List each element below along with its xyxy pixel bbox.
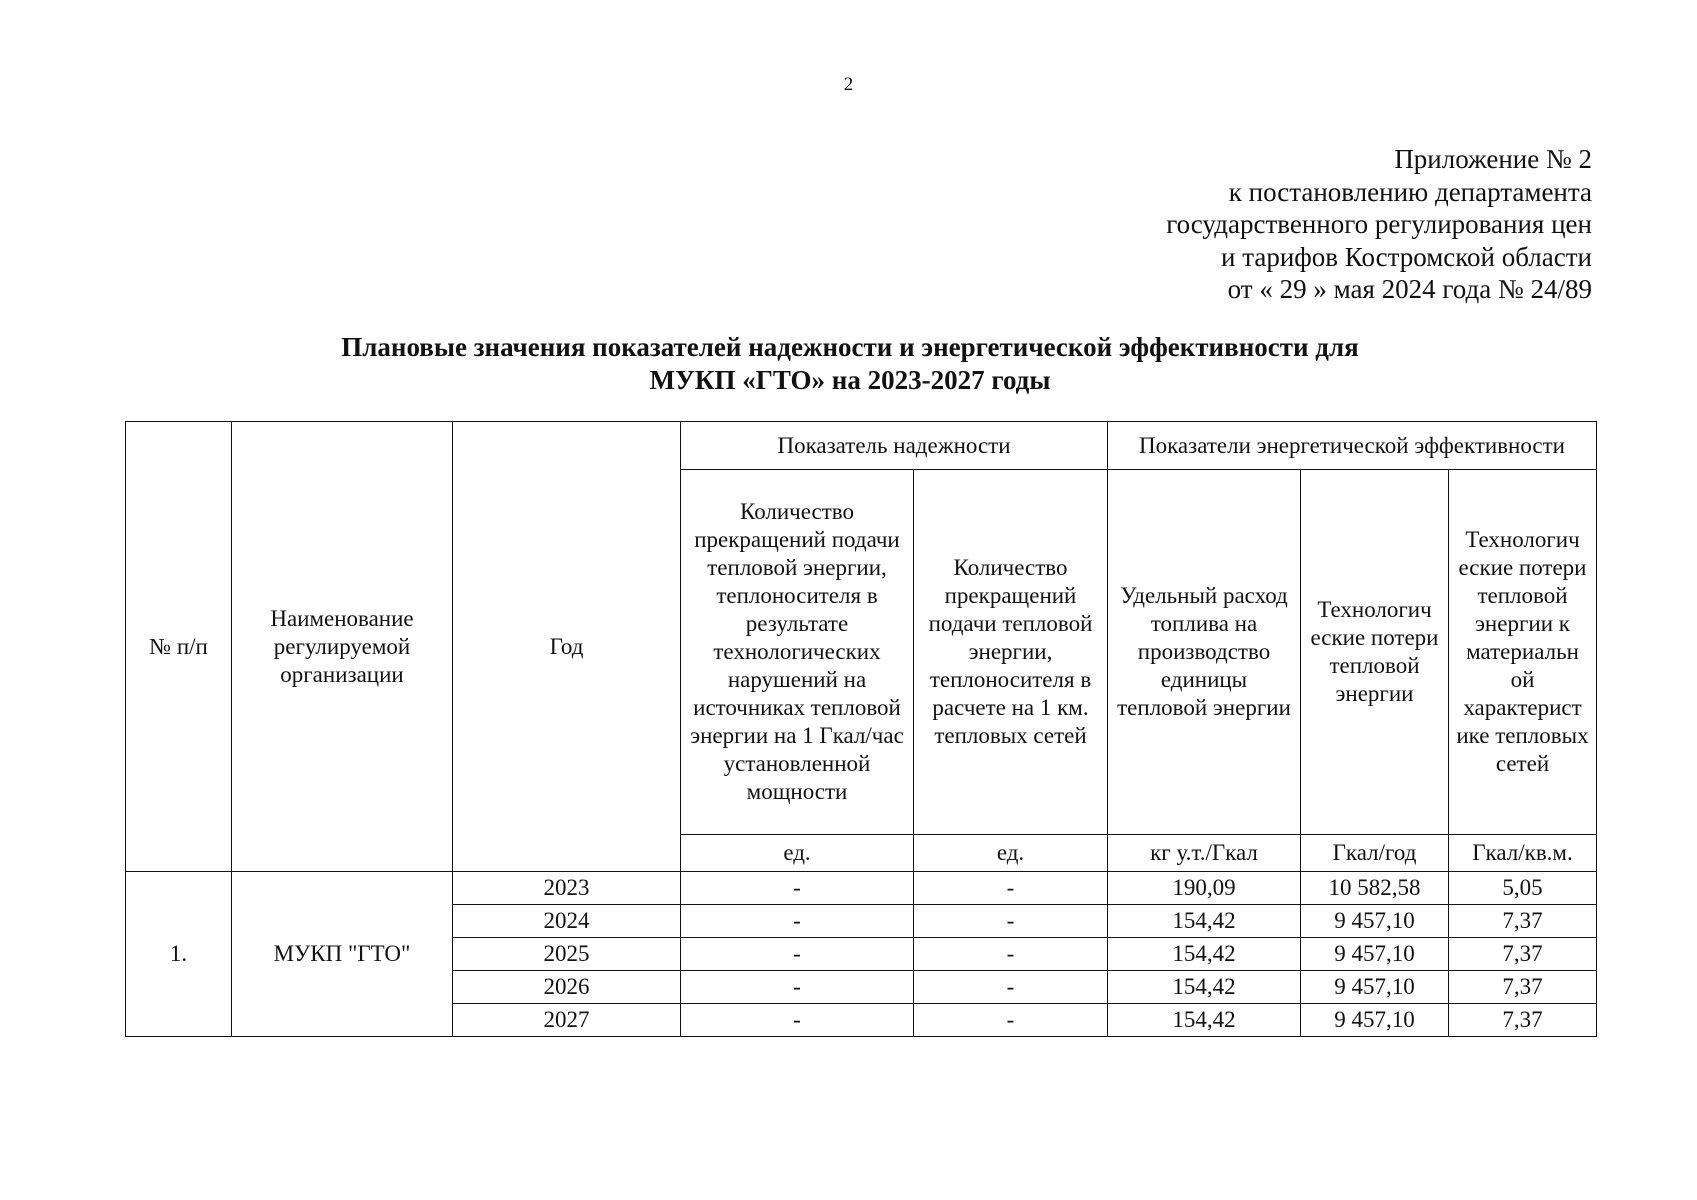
year-cell: 2025 (453, 938, 681, 971)
outages-source-cell: - (681, 938, 914, 971)
header-efficiency-group: Показатели энергетической эффективности (1108, 422, 1597, 470)
document-title-line-1: Плановые значения показателей надежности и энергетической эффективности для (341, 332, 1359, 362)
unit-cell: кг у.т./Гкал (1108, 835, 1301, 872)
document-title (130, 331, 1570, 397)
outages-source-cell: - (681, 872, 914, 905)
appendix-line: Приложение № 2 (1394, 144, 1592, 174)
appendix-line: к постановлению департамента (1228, 176, 1592, 207)
year-cell: 2026 (453, 971, 681, 1004)
fuel-cell: 154,42 (1108, 938, 1301, 971)
header-heat-losses: Технологич еские потери тепловой энергии (1301, 470, 1449, 835)
fuel-cell: 154,42 (1108, 905, 1301, 938)
page-number: 2 (843, 74, 854, 95)
header-year: Год (453, 422, 681, 872)
header-fuel-consumption: Удельный расход топлива на производство единицы тепловой энергии (1108, 470, 1301, 835)
outages-source-cell: - (681, 905, 914, 938)
header-number: № п/п (126, 422, 232, 872)
year-cell: 2027 (453, 1004, 681, 1037)
appendix-line: и тарифов Костромской области (1221, 241, 1592, 272)
losses-material-cell: 7,37 (1449, 938, 1597, 971)
unit-cell: Гкал/год (1301, 835, 1449, 872)
unit-cell: Гкал/кв.м. (1449, 835, 1597, 872)
organization-name-cell: МУКП "ГТО" (232, 872, 453, 1037)
header-outages-source: Количество прекращений подачи тепловой энергии, теплоносителя в результате технологических нарушений на источниках тепловой энергии на 1 Гкал/час установленной мощности (681, 470, 914, 835)
unit-cell: ед. (914, 835, 1108, 872)
outages-source-cell: - (681, 1004, 914, 1037)
losses-material-cell: 7,37 (1449, 971, 1597, 1004)
indicators-table (125, 421, 1597, 1037)
header-reliability-group: Показатель надежности (681, 422, 1108, 470)
header-row-groups (126, 422, 1597, 470)
losses-material-cell: 5,05 (1449, 872, 1597, 905)
document-title-line-2: МУКП «ГТО» на 2023-2027 годы (649, 365, 1051, 395)
outages-network-cell: - (914, 872, 1108, 905)
losses-material-cell: 7,37 (1449, 1004, 1597, 1037)
losses-cell: 9 457,10 (1301, 905, 1449, 938)
losses-cell: 10 582,58 (1301, 872, 1449, 905)
row-number-cell: 1. (126, 872, 232, 1037)
outages-network-cell: - (914, 1004, 1108, 1037)
year-cell: 2023 (453, 872, 681, 905)
header-organization: Наименование регулируемой организации (232, 422, 453, 872)
losses-cell: 9 457,10 (1301, 1004, 1449, 1037)
year-cell: 2024 (453, 905, 681, 938)
fuel-cell: 154,42 (1108, 1004, 1301, 1037)
appendix-line: государственного регулирования цен (1166, 209, 1592, 239)
header-outages-network: Количество прекращений подачи тепловой энергии, теплоносителя в расчете на 1 км. тепловых сетей (914, 470, 1108, 835)
losses-cell: 9 457,10 (1301, 938, 1449, 971)
outages-network-cell: - (914, 971, 1108, 1004)
outages-network-cell: - (914, 938, 1108, 971)
fuel-cell: 154,42 (1108, 971, 1301, 1004)
fuel-cell: 190,09 (1108, 872, 1301, 905)
unit-cell: ед. (681, 835, 914, 872)
losses-cell: 9 457,10 (1301, 971, 1449, 1004)
losses-material-cell: 7,37 (1449, 905, 1597, 938)
header-heat-losses-material: Технологич еские потери тепловой энергии к материальн ой характерист ике тепловых сетей (1449, 470, 1597, 835)
outages-network-cell: - (914, 905, 1108, 938)
outages-source-cell: - (681, 971, 914, 1004)
appendix-line: от « 29 » мая 2024 года № 24/89 (1227, 274, 1592, 304)
table-row (126, 872, 1597, 905)
appendix-reference (1166, 143, 1592, 306)
